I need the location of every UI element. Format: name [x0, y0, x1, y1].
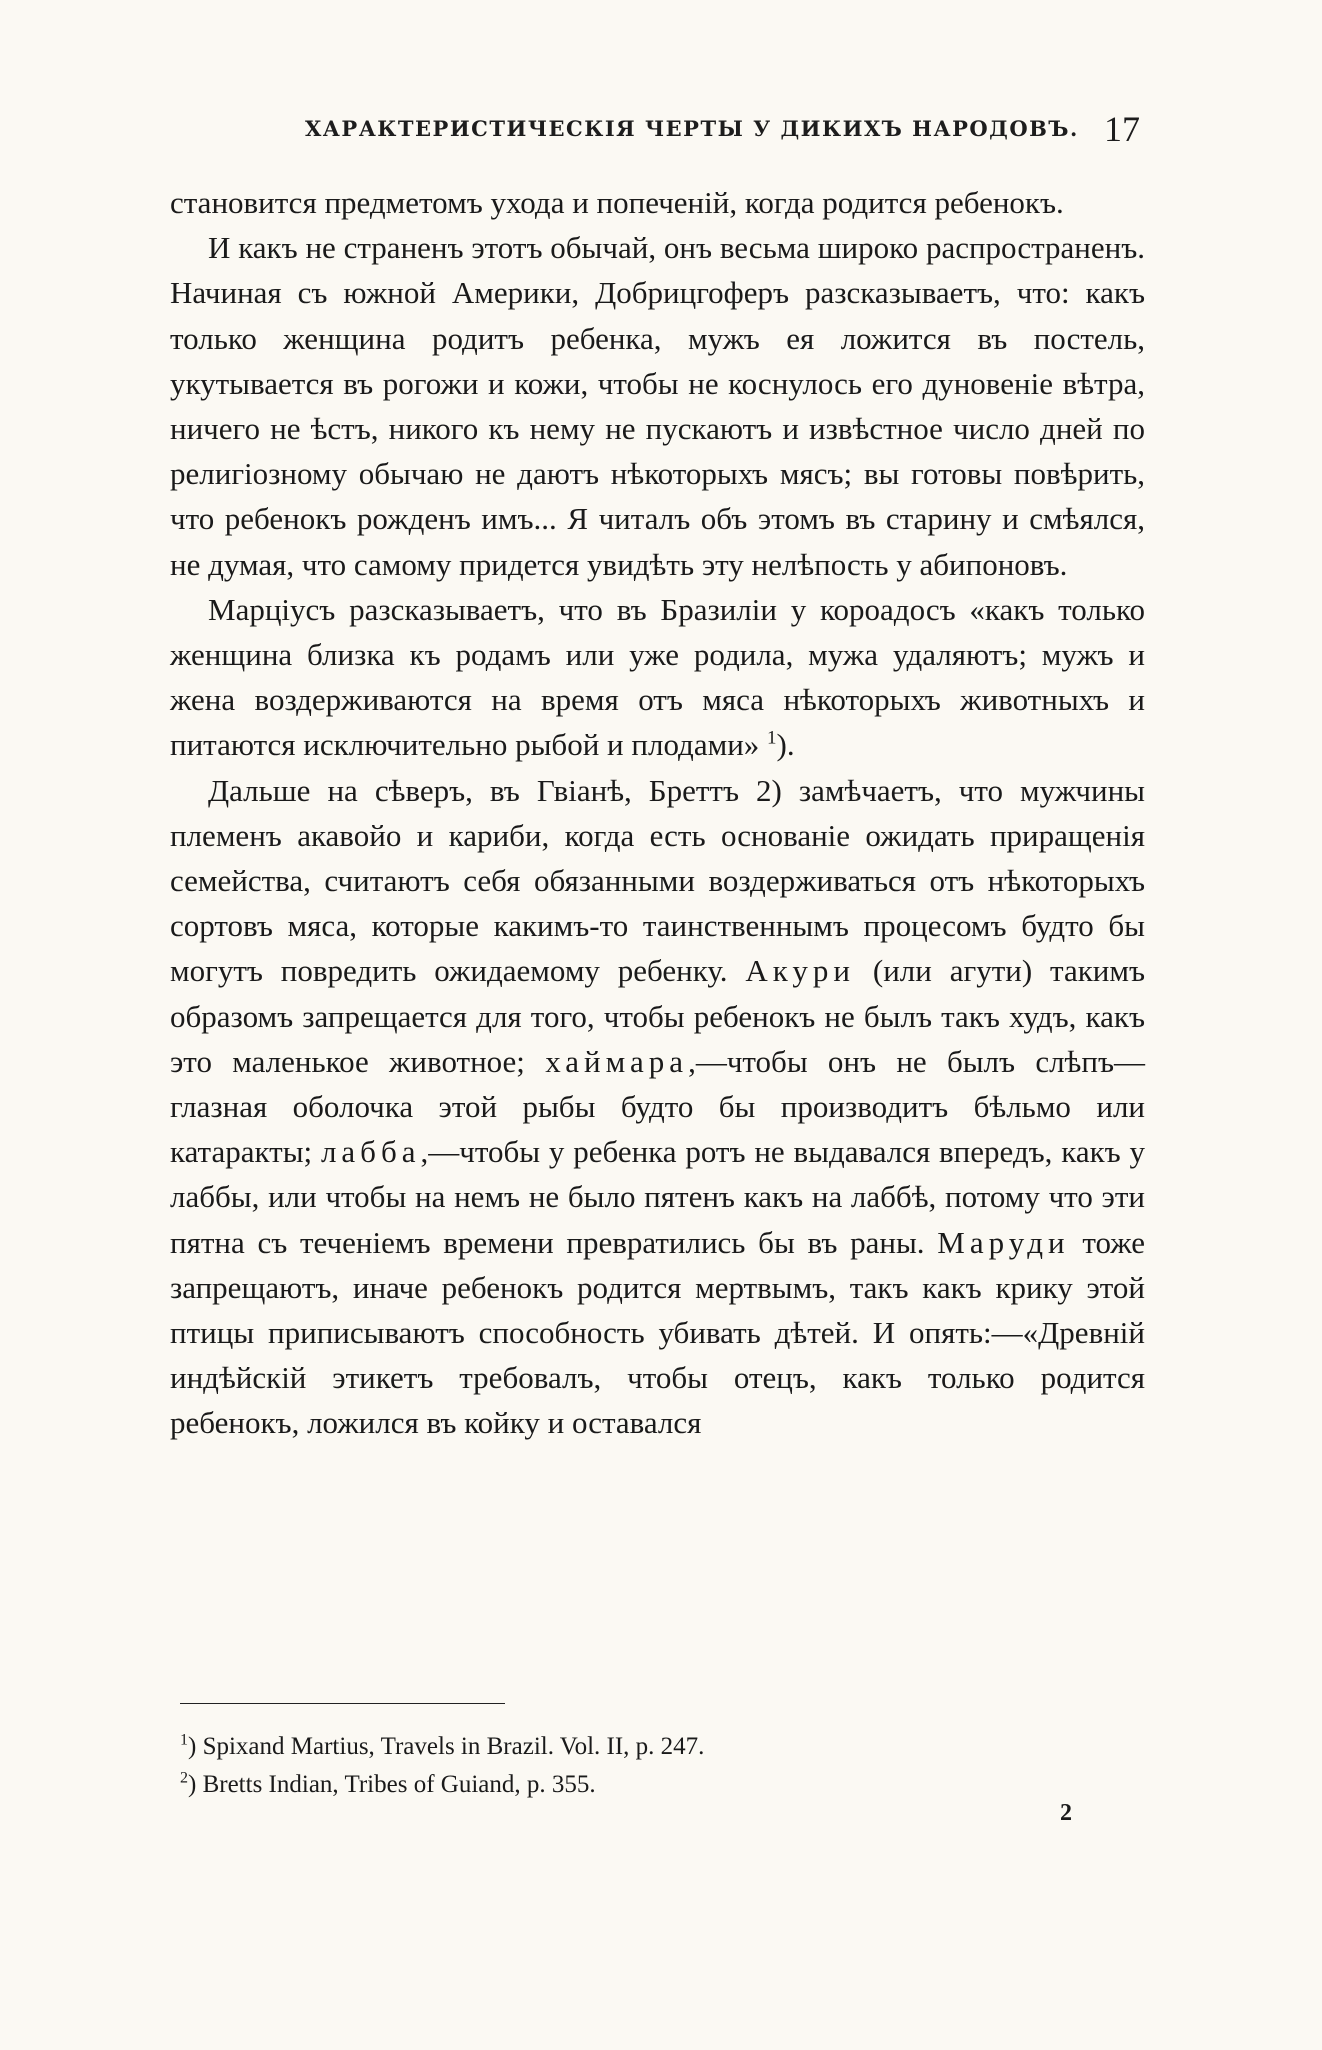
footnote-text-1: ) Spixand Martius, Travels in Brazil. Vol. II, p. 247. [188, 1733, 705, 1760]
footnote-ref-1: 1 [767, 728, 777, 750]
paragraph-4-part-f: тоже запрещаютъ, иначе ребенокъ родится мертвымъ, такъ какъ крику этой птицы приписываютъ способность убивать дѣтей. И опять:—«Древній индѣйскій этикетъ требовалъ, чтобы отецъ, какъ только родится ребенокъ, ложился въ койку и оставался [170, 1224, 1145, 1441]
footnote-ref-2: 2 [756, 772, 772, 808]
paragraph-3-end: ). [776, 727, 795, 763]
paragraph-2: И какъ не страненъ этотъ обычай, онъ весьма широко распространенъ. Начиная съ южной Америки, Добрицгоферъ разсказываетъ, что: какъ только женщина родитъ ребенка, мужъ ея ложится въ постель, укутывается въ рогожи и кожи, чтобы не коснулось его дуновеніе вѣтра, ничего не ѣстъ, никого къ нему не пускаютъ и извѣстное число дней по религіозному обычаю не даютъ нѣкоторыхъ мясъ; вы готовы повѣрить, что ребенокъ рожденъ имъ... Я читалъ объ этомъ въ старину и смѣялся, не думая, что самому придется увидѣть эту нелѣпость у абипоновъ. [170, 230, 1145, 582]
paragraph-4-part-e: ,—чтобы у ребенка ротъ не выдавался впередъ, какъ у лаббы, или чтобы на немъ не было пятенъ какъ на лаббѣ, потому что эти пятна съ теченіемъ времени превратились бы въ раны. [170, 1134, 1145, 1260]
page-number: 17 [1104, 109, 1140, 149]
spaced-word-khaimara: хаймара [545, 1043, 689, 1079]
footnote-divider [180, 1703, 505, 1704]
spaced-word-labba: лабба [320, 1134, 421, 1170]
paragraph-3-text: Марціусъ разсказываетъ, что въ Бразиліи у короадосъ «какъ только женщина близка къ родамъ или уже родила, мужа удаляютъ; мужъ и жена воздерживаются на время отъ мяса нѣкоторыхъ животныхъ и питаются исключительно рыбой и плодами» [170, 591, 1145, 763]
running-head: ХАРАКТЕРИСТИЧЕСКІЯ ЧЕРТЫ У ДИКИХЪ НАРОДОВЪ. [305, 116, 1079, 141]
spaced-word-akuri: Акури [745, 953, 856, 989]
footnotes [180, 1728, 1080, 1804]
footnote-1 [180, 1728, 1080, 1766]
signature-mark: 2 [1060, 1800, 1072, 1826]
paragraph-4 [170, 768, 1145, 1446]
paragraph-4-part-c: (или агути) такимъ образомъ запрещается для того, чтобы ребенокъ не былъ такъ худъ, какъ это маленькое животное; [170, 953, 1145, 1079]
footnote-mark-2: 2 [180, 1769, 188, 1787]
paragraph-1: становится предметомъ ухода и попеченій, когда родится ребенокъ. [170, 185, 1064, 220]
page-header [170, 108, 1140, 152]
paragraph-4-part-d: ,—чтобы онъ не былъ слѣпъ—глазная оболочка этой рыбы будто бы производитъ бѣльмо или катаракты; [170, 1043, 1145, 1170]
paragraph-4-part-a: Дальше на сѣверъ, въ Гвіанѣ, Бреттъ [208, 772, 757, 808]
paragraph-3 [170, 587, 1145, 768]
footnote-2 [180, 1766, 1080, 1804]
paragraph-4-part-b: ) замѣчаетъ, что мужчины племенъ акавойо и кариби, когда есть основаніе ожидать приращенія семейства, считаютъ себя обязанными воздерживаться отъ нѣкоторыхъ сортовъ мяса, которые какимъ-то таинственнымъ процесомъ будто бы могутъ повредить ожидаемому ребенку. [170, 772, 1145, 989]
spaced-word-marudi: Маруди [937, 1224, 1070, 1260]
footnote-mark-1: 1 [180, 1731, 188, 1749]
footnote-text-2: ) Bretts Indian, Tribes of Guiand, p. 355. [188, 1771, 596, 1798]
main-text [170, 180, 1145, 1446]
